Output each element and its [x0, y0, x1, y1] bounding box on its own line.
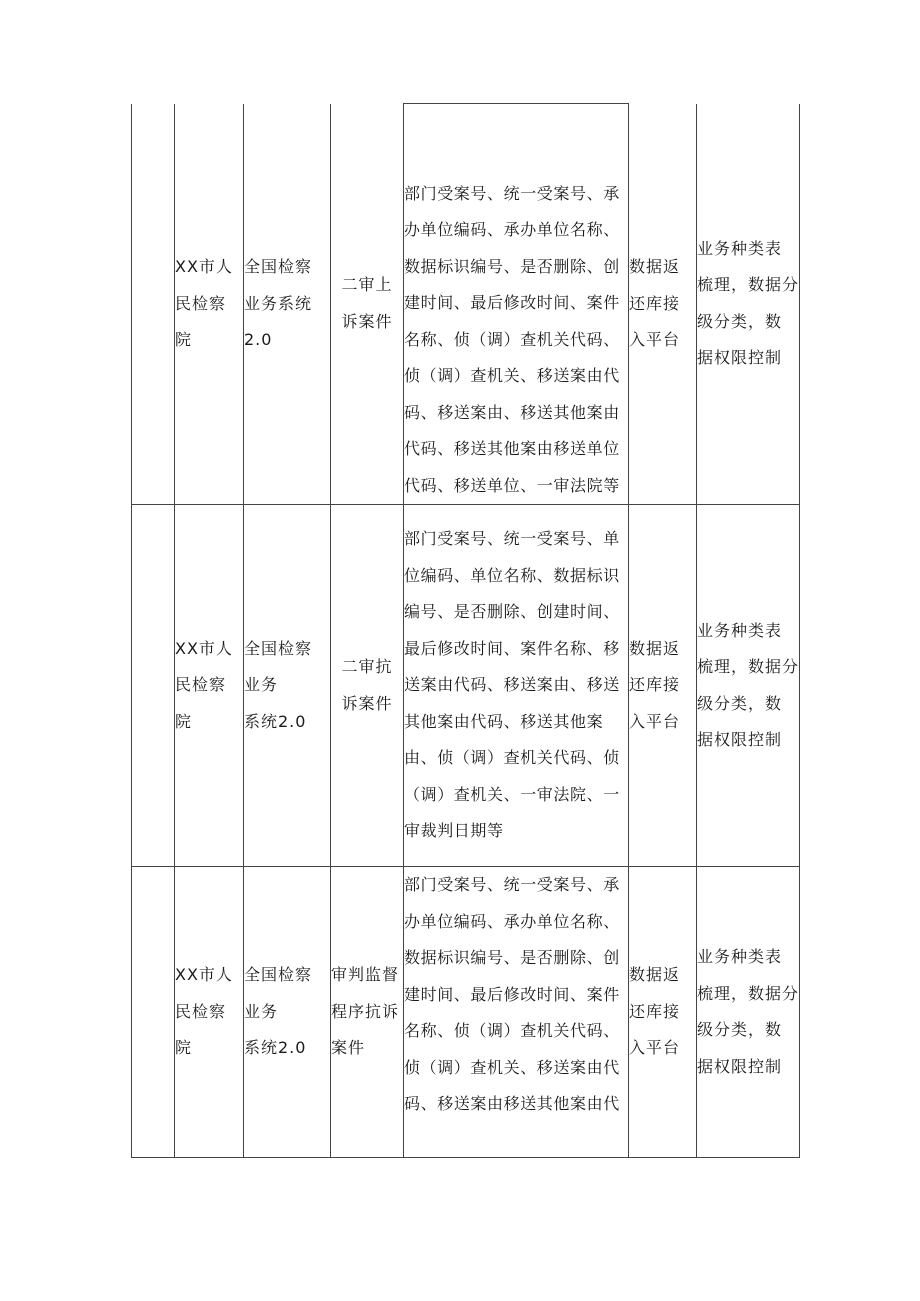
organization-line: XX市人	[175, 257, 233, 276]
system-line: 全国检察	[244, 257, 313, 276]
governance-line: 级分类，数	[697, 693, 783, 713]
organization-cell	[175, 505, 244, 867]
method-line: 还库接	[629, 675, 681, 695]
row-index-cell	[132, 104, 175, 505]
system-line: 2.0	[244, 330, 273, 349]
governance-cell	[697, 867, 800, 1158]
case-type-line: 二审抗	[341, 657, 393, 676]
method-line: 入平台	[629, 330, 681, 349]
organization-cell	[175, 867, 244, 1158]
governance-line: 据权限控制	[697, 348, 783, 368]
table-row	[132, 104, 800, 505]
method-line: 数据返	[629, 638, 681, 658]
system-line: 全国检察	[244, 965, 313, 985]
system-line: 业务	[244, 675, 279, 695]
governance-line: 据权限控制	[697, 1056, 783, 1076]
method-line: 数据返	[629, 257, 681, 276]
system-line: 系统2.0	[244, 711, 307, 731]
system-cell	[244, 867, 331, 1158]
system-cell	[244, 505, 331, 867]
governance-line: 据权限控制	[697, 730, 783, 749]
organization-line: 民检察	[175, 293, 227, 313]
governance-line: 级分类，数	[697, 1020, 783, 1039]
method-line: 入平台	[629, 711, 681, 731]
row-index-cell	[132, 867, 175, 1158]
method-line: 还库接	[629, 1001, 681, 1021]
governance-cell	[697, 104, 800, 505]
integration-method-cell	[629, 104, 697, 505]
organization-cell	[175, 104, 244, 505]
case-type-cell	[331, 867, 404, 1158]
integration-method-cell	[629, 867, 697, 1158]
governance-line: 业务种类表	[697, 620, 783, 640]
data-catalog-table	[131, 103, 800, 1158]
data-items-cell	[404, 505, 629, 867]
case-type-line: 诉案件	[341, 693, 393, 713]
governance-line: 梳理，数据分	[697, 275, 800, 295]
data-items-text: 部门受案号、统一受案号、承办单位编码、承办单位名称、数据标识编号、是否删除、创建时间、最后修改时间、案件名称、侦（调）查机关代码、侦（调）查机关、移送案由代码、移送案由移送其他案由代	[404, 875, 620, 1113]
case-type-line: 案件	[331, 1038, 366, 1058]
case-type-line: 二审上	[341, 275, 393, 295]
governance-line: 级分类，数	[697, 311, 783, 331]
data-items-text: 部门受案号、统一受案号、承办单位编码、承办单位名称、数据标识编号、是否删除、创建时间、最后修改时间、案件名称、侦（调）查机关代码、侦（调）查机关、移送案由代码、移送案由、移送其他案由代码、移送其他案由移送单位代码、移送单位、一审法院等	[404, 183, 620, 495]
data-items-cell	[404, 867, 629, 1158]
organization-line: XX市人	[175, 638, 233, 658]
governance-line: 梳理，数据分	[697, 983, 800, 1003]
row-index-cell	[132, 505, 175, 867]
system-cell	[244, 104, 331, 505]
system-line: 业务系统	[244, 293, 313, 313]
method-line: 入平台	[629, 1038, 681, 1058]
case-type-cell	[331, 104, 404, 505]
organization-line: XX市人	[175, 965, 233, 985]
case-type-line: 诉案件	[341, 311, 393, 331]
table-row	[132, 867, 800, 1158]
governance-line: 梳理，数据分	[697, 657, 800, 676]
organization-line: 院	[175, 711, 193, 731]
governance-line: 业务种类表	[697, 238, 783, 258]
data-items-text: 部门受案号、统一受案号、单位编码、单位名称、数据标识编号、是否删除、创建时间、最后修改时间、案件名称、移送案由代码、移送案由、移送其他案由代码、移送其他案由、侦（调）查机关代码、侦（调）查机关、一审法院、一审裁判日期等	[404, 529, 620, 841]
governance-cell	[697, 505, 800, 867]
table-row	[132, 505, 800, 867]
integration-method-cell	[629, 505, 697, 867]
system-line: 全国检察	[244, 638, 313, 658]
system-line: 系统2.0	[244, 1038, 307, 1058]
case-type-cell	[331, 505, 404, 867]
case-type-line: 程序抗诉	[331, 1001, 400, 1021]
organization-line: 院	[175, 330, 193, 349]
case-type-line: 审判监督	[331, 965, 400, 985]
governance-line: 业务种类表	[697, 947, 783, 966]
method-line: 数据返	[629, 965, 681, 985]
organization-line: 院	[175, 1038, 193, 1058]
organization-line: 民检察	[175, 675, 227, 695]
data-items-cell	[404, 104, 629, 505]
system-line: 业务	[244, 1001, 279, 1021]
organization-line: 民检察	[175, 1001, 227, 1021]
method-line: 还库接	[629, 293, 681, 313]
